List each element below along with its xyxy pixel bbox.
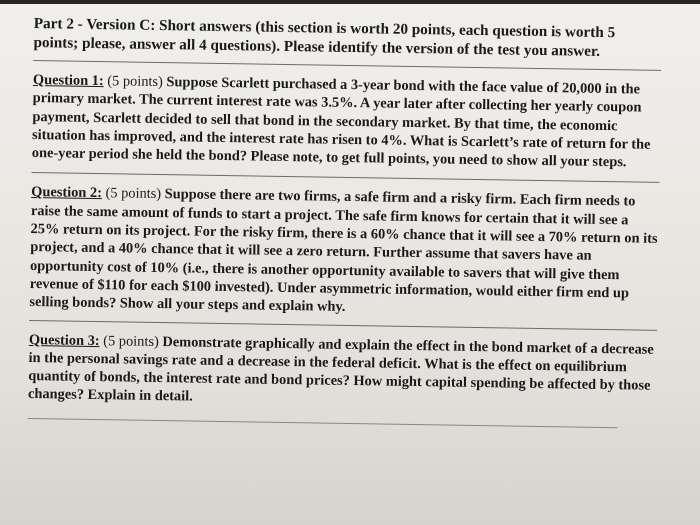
question-1-text: Suppose Scarlett purchased a 3-year bond with the face value of 20,000 in the primary market. The current interest rate was 3.5%. A year later after collecting her yearly coupon payment, Scarlett decided to sell that bond in the secondary market. By that time, the economic situation has improved, and the interest rate has risen to 4%. What is Scarlett’s rate of return for the one-year period she held the bond? Please note, to get full points, you need to show all your steps. (31, 74, 651, 171)
question-1 (32, 71, 661, 172)
question-1-label: Question 1: (32, 71, 104, 90)
exam-content (28, 14, 662, 429)
question-3 (28, 331, 657, 414)
question-2-text: Suppose there are two firms, a safe firm and a risky firm. Each firm needs to raise the same amount of funds to start a project. The safe firm knows for certain that it will see a 25% return on its project. For the risky firm, there is a 60% chance that it will see a 70% return on its project, and a 40% chance that it will see a zero return. Further assume that savers have an opportunity cost of 10% (i.e., there is another opportunity available to savers that will give them revenue of $110 for each $100 invested). Under asymmetric information, would either firm end up selling bonds? Show all your steps and explain why. (29, 186, 658, 316)
question-1-divider (31, 172, 659, 183)
question-2-divider (29, 320, 657, 331)
answer-line (28, 418, 618, 428)
page-top-shadow (0, 0, 700, 4)
question-2 (29, 183, 659, 321)
question-3-label: Question 3: (28, 331, 100, 349)
question-1-points: (5 points) (107, 73, 164, 91)
question-2-label: Question 2: (31, 184, 103, 202)
question-3-points: (5 points) (103, 332, 159, 350)
question-2-points: (5 points) (105, 185, 162, 203)
question-3-text: Demonstrate graphically and explain the effect in the bond market of a decrease in the personal savings rate and a decrease in the federal deficit. What is the effect on equilibrium quantity of bonds, the interest rate and bond prices? How might capital spending be affected by those changes? Explain in detail. (27, 333, 654, 405)
header-divider (33, 60, 661, 71)
section-header: Part 2 - Version C: Short answers (this section is worth 20 points, each question is worth 5 points; please, answer all 4 questions). Please identify the version of the test you answer. (33, 14, 616, 60)
